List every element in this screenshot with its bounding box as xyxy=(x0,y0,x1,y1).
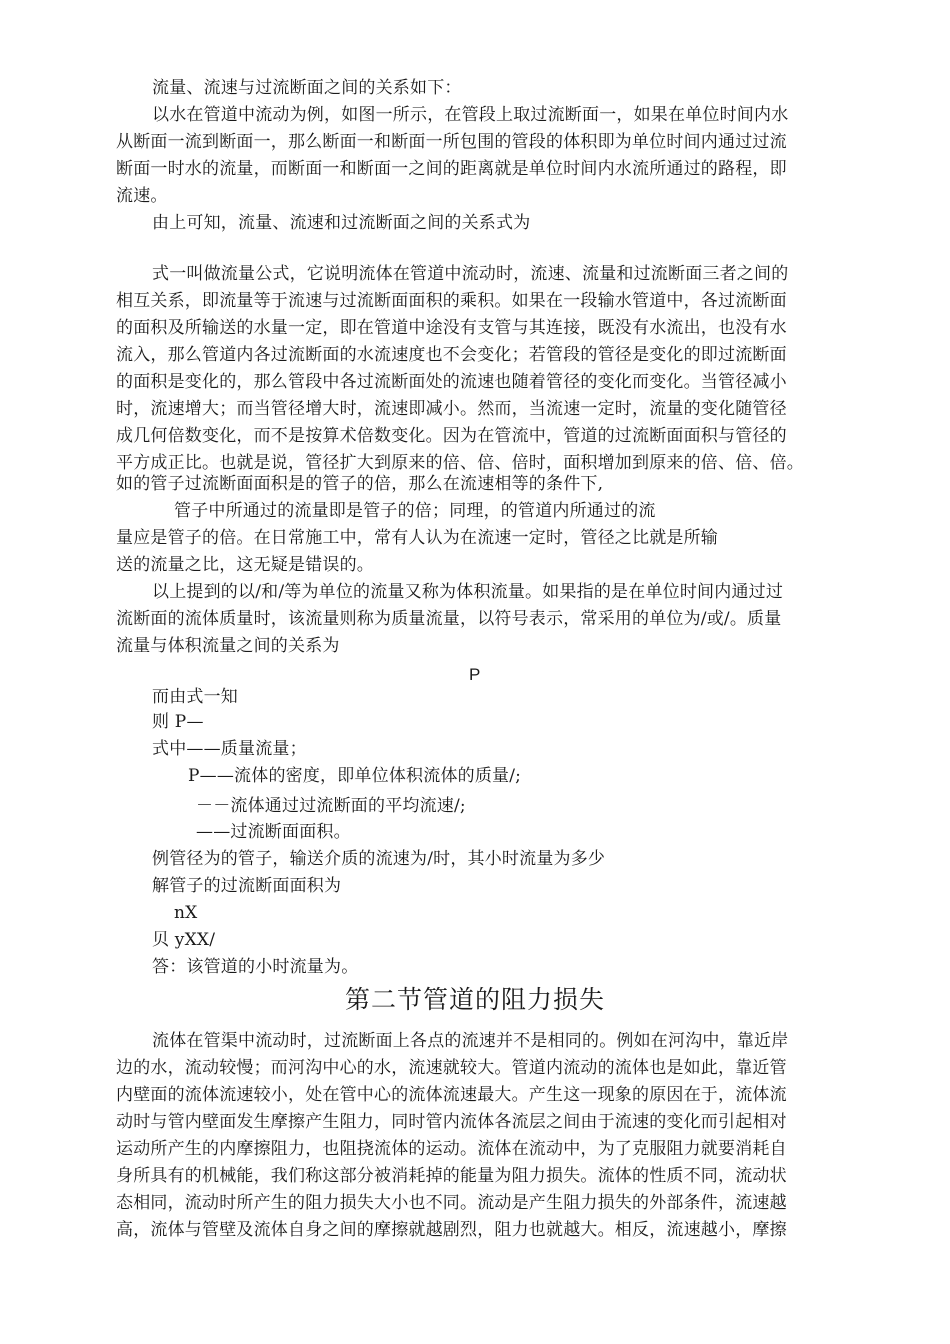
paragraph-line: 内壁面的流体流速较小，处在管中心的流体流速最大。产生这一现象的原因在于，流体流 xyxy=(116,1085,787,1105)
paragraph-line: 边的水，流动较慢；而河沟中心的水，流速就较大。管道内流动的流体也是如此，靠近管 xyxy=(116,1058,787,1078)
paragraph-line: 的面积是变化的，那么管段中各过流断面处的流速也随着管径的变化而变化。当管径减小 xyxy=(116,372,787,392)
paragraph-line: 态相同，流动时所产生的阻力损失大小也不同。流动是产生阻力损失的外部条件，流速越 xyxy=(116,1193,787,1213)
paragraph-line: 从断面一流到断面一，那么断面一和断面一所包围的管段的体积即为单位时间内通过过流 xyxy=(116,132,787,152)
formula-line: －－流体通过过流断面的平均流速/; xyxy=(196,796,466,816)
paragraph-line: 流体在管渠中流动时，过流断面上各点的流速并不是相同的。例如在河沟中，靠近岸 xyxy=(152,1031,789,1051)
paragraph-line: 时，流速增大；而当管径增大时，流速即减小。然而，当流速一定时，流量的变化随管径 xyxy=(116,399,787,419)
formula-line: ——过流断面面积。 xyxy=(196,822,351,842)
intro-line: 流量、流速与过流断面之间的关系如下： xyxy=(152,78,462,98)
paragraph-line: 高，流体与管壁及流体自身之间的摩擦就越剧烈，阻力也就越大。相反，流速越小，摩擦 xyxy=(116,1220,787,1240)
paragraph-line: 流量与体积流量之间的关系为 xyxy=(116,636,340,656)
paragraph-line: 相互关系，即流量等于流速与过流断面面积的乘积。如果在一段输水管道中，各过流断面 xyxy=(116,291,787,311)
paragraph-line: 的面积及所输送的水量一定，即在管道中途没有支管与其连接，既没有水流出，也没有水 xyxy=(116,318,787,338)
rho-symbol: P xyxy=(469,665,481,684)
paragraph-line: 流入，那么管道内各过流断面的水流速度也不会变化；若管段的管径是变化的即过流断面 xyxy=(116,345,787,365)
formula-line: 则 P— xyxy=(152,712,204,732)
paragraph-line: 以水在管道中流动为例，如图一所示，在管段上取过流断面一，如果在单位时间内水 xyxy=(152,105,789,125)
paragraph-line: 送的流量之比，这无疑是错误的。 xyxy=(116,555,374,575)
paragraph-line: 管子中所通过的流量即是管子的倍；同理，的管道内所通过的流 xyxy=(174,501,656,521)
paragraph-line: 如的管子过流断面面积是的管子的倍，那么在流速相等的条件下, xyxy=(116,474,604,494)
paragraph-line: 式一叫做流量公式，它说明流体在管道中流动时，流速、流量和过流断面三者之间的 xyxy=(152,264,789,284)
paragraph-line: 平方成正比。也就是说，管径扩大到原来的倍、倍、倍时，面积增加到原来的倍、倍、倍。 xyxy=(116,453,804,473)
paragraph-line: 以上提到的以/和/等为单位的流量又称为体积流量。如果指的是在单位时间内通过过 xyxy=(152,582,784,602)
example-line: 例管径为的管子，输送介质的流速为/时，其小时流量为多少 xyxy=(152,849,606,869)
paragraph-line: 身所具有的机械能，我们称这部分被消耗掉的能量为阻力损失。流体的性质不同，流动状 xyxy=(116,1166,787,1186)
formula-line: P——流体的密度，即单位体积流体的质量/; xyxy=(188,766,522,786)
paragraph-line: 流速。 xyxy=(116,186,168,206)
example-line: 答：该管道的小时流量为。 xyxy=(152,957,359,977)
section-heading: 第二节管道的阻力损失 xyxy=(344,985,605,1014)
paragraph-line: 成几何倍数变化，而不是按算术倍数变化。因为在管流中，管道的过流断面面积与管径的 xyxy=(116,426,787,446)
paragraph-line: 流断面的流体质量时，该流量则称为质量流量，以符号表示，常采用的单位为/或/。质量 xyxy=(116,609,782,629)
paragraph-line: 动时与管内壁面发生摩擦产生阻力，同时管内流体各流层之间由于流速的变化而引起相对 xyxy=(116,1112,787,1132)
example-line: 解管子的过流断面面积为 xyxy=(152,876,342,896)
formula-line: 式中——质量流量； xyxy=(152,739,307,759)
paragraph-line: 运动所产生的内摩擦阻力，也阻挠流体的运动。流体在流动中，为了克服阻力就要消耗自 xyxy=(116,1139,787,1159)
paragraph-line: 量应是管子的倍。在日常施工中，常有人认为在流速一定时，管径之比就是所输 xyxy=(116,528,718,548)
example-line: 贝 yXX/ xyxy=(152,930,216,950)
example-line: nX xyxy=(174,903,198,923)
formula-line: 而由式一知 xyxy=(152,687,238,707)
paragraph-line: 由上可知，流量、流速和过流断面之间的关系式为 xyxy=(152,213,531,233)
paragraph-line: 断面一时水的流量，而断面一和断面一之间的距离就是单位时间内水流所通过的路程，即 xyxy=(116,159,787,179)
